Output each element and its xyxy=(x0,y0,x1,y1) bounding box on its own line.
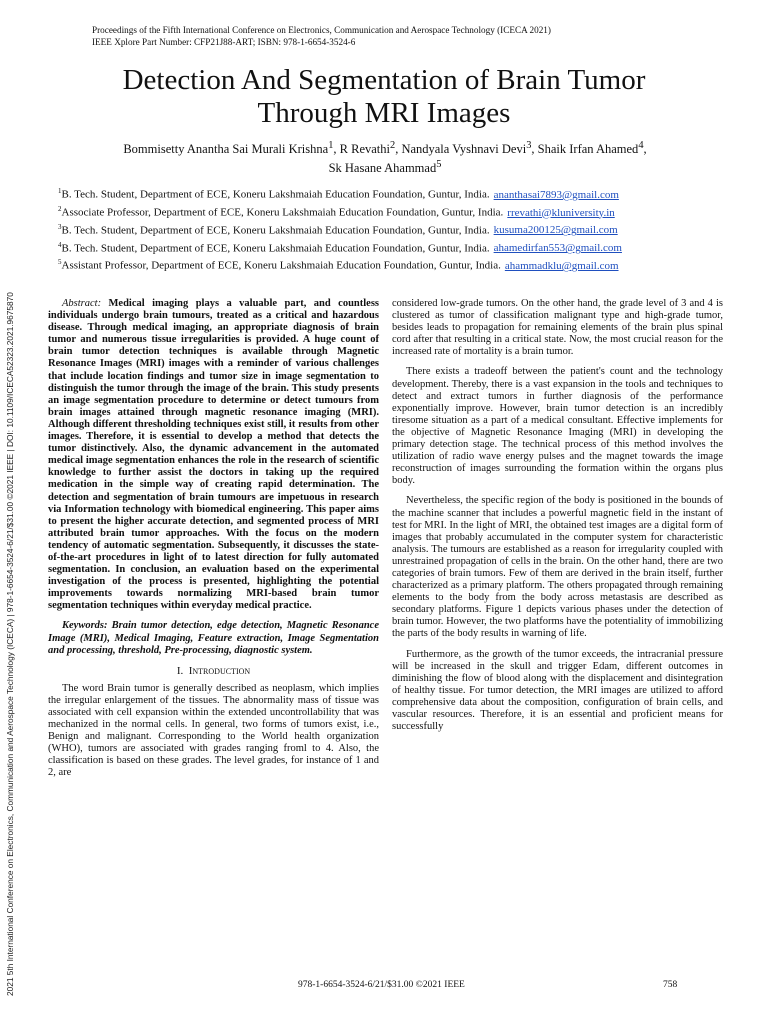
keywords xyxy=(48,620,379,656)
author-sup: 3 xyxy=(526,140,532,151)
email-link[interactable]: rrevathi@kluniversity.in xyxy=(507,206,615,219)
affiliation-item: $^4$B. Tech. Student, Department of ECE, Koneru Lakshmaiah Education Foundation, Guntur, India. ahamedirfan553@gmail.com xyxy=(58,240,622,255)
email-link[interactable]: kusuma200125@gmail.com xyxy=(493,224,618,237)
header-isbn: IEEE Xplore Part Number: CFP21J88-ART; ISBN: 978-1-6654-3524-6 xyxy=(92,37,356,47)
author-sup: 4 xyxy=(638,140,644,151)
header-conference: Proceedings of the Fifth International Conference on Electronics, Communication and Aerospace Technology (ICECA 2021) xyxy=(92,25,551,35)
affiliation-item: $^2$Associate Professor, Department of ECE, Koneru Lakshmaiah Education Foundation, Guntur, India. rrevathi@kluniversity.in xyxy=(58,204,615,219)
proceedings-header xyxy=(92,24,551,48)
author-name: R Revathi xyxy=(339,142,390,157)
affiliation-list xyxy=(58,184,622,273)
left-column xyxy=(48,298,379,788)
author-list: Bommisetty Anantha Sai Murali Krishna$^1$, R Revathi$^2$, Nandyala Vyshnavi Devi$^3$, Shaik Irfan Ahamed$^4$, Sk Hasane Ahammad$^5$ xyxy=(123,140,647,176)
author-name: Nandyala Vyshnavi Devi xyxy=(401,142,527,157)
author-sup: 5 xyxy=(436,159,442,171)
affiliation-item: $^3$B. Tech. Student, Department of ECE, Koneru Lakshmaiah Education Foundation, Guntur, India. kusuma200125@gmail.com xyxy=(58,222,618,237)
affiliation-item: $^1$B. Tech. Student, Department of ECE, Koneru Lakshmaiah Education Foundation, Guntur, India. ananthasai7893@gmail.com xyxy=(58,187,619,201)
abstract-label: Abstract: xyxy=(62,298,102,309)
author-name: Bommisetty Anantha Sai Murali Krishna xyxy=(123,142,329,157)
footer-copyright: 978-1-6654-3524-6/21/$31.00 ©2021 IEEE xyxy=(298,980,465,990)
abstract xyxy=(48,298,379,612)
author-sup: 1 xyxy=(328,140,334,151)
author-name: Shaik Irfan Ahamed xyxy=(537,142,639,157)
title-line-2: Through MRI Images xyxy=(257,97,511,129)
abstract-text: Medical imaging plays a valuable part, and countless individuals undergo brain tumours, treated as a critical and hazardous disease. Through medical imaging, an appropriate diagnosis of brain tumor and numerous tissue irregularities is provided. A huge count of brain tumor detection techniques is available through Magnetic Resonance Images (MRI) images with a reminder of various challenges that include location findings and tumor size in image segmentation to distinguish the tumor through the image of the brain. This study presents an image segmentation procedure to determine or detect tumours from brain images attained through magnetic resonance imaging (MRI). Although different thresholding techniques exist still, it results from other images. Therefore, it is essential to develop a method that detects the tumor distinctively. Also, the dynamic advancement in the automated medical image segmentation enhances the role in the research of scientific knowledge to further assist the doctors in taking up the required medication in the simple way of creating rapid determination. The detection and segmentation of brain tumours are impetuous in research via Information technology with biomedical engineering. This paper aims to present the higher accurate detection, and segmented process of MRI attributed brain tumor approaches. With the focus on the modern tendency of automatic segmentation. Subsequently, it discusses the state-of-the-art procedures in light of to latest direction for fully automated segmentation. In conclusion, an evaluation based on the experimental investigation of the process is presented, highlighting the potential improvements towards normalizing MRI-based brain tumor segmentation techniques within everyday medical practice. xyxy=(48,298,380,612)
paper-title xyxy=(0,64,768,130)
author-name: Sk Hasane Ahammad xyxy=(328,161,437,176)
email-link[interactable]: ahamedirfan553@gmail.com xyxy=(493,242,622,255)
email-link[interactable]: ahammadklu@gmail.com xyxy=(504,260,619,273)
paragraph: considered low-grade tumors. On the other hand, the grade level of 3 and 4 is clustered as tumor of classification malignant type and high-grade tumor, besides leads to propagation for remaining elements of the brain plus spinal cord after that resulting in a critical state. Now, the most crucial reason for the increased rate of mortality is a brain tumor. xyxy=(392,298,723,358)
email-link[interactable]: ananthasai7893@gmail.com xyxy=(493,188,619,201)
right-column xyxy=(392,298,723,741)
doi-sidebar: 2021 5th International Conference on Electronics, Communication and Aerospace Technology (ICECA) | 978-1-6654-3524-6/21/$31.00 ©2021 IEEE | DOI: 10.1109/ICECA52323.2021.9675870 xyxy=(5,292,15,996)
author-sup: 2 xyxy=(389,140,396,151)
affiliation-item: $^5$Assistant Professor, Department of ECE, Koneru Lakshmaiah Education Foundation, Guntur, India. ahammadklu@gmail.com xyxy=(58,258,619,273)
keywords-label: Keywords: xyxy=(62,620,108,632)
section-heading: I. Introduction xyxy=(176,664,251,677)
title-line-1: Detection And Segmentation of Brain Tumor xyxy=(122,64,646,96)
paragraph: Furthermore, as the growth of the tumor exceeds, the intracranial pressure will be increased in the skull and trigger Edam, different outcomes in diminishing the flow of blood along with the displacement and disintegration of healthy tissue. For tumor detection, the MRI images are utilized to afford comprehensive data about the composition, configuration of brain cells, and vascular resources. Therefore, it is an essential and proficient means for successfully xyxy=(392,648,723,733)
page-number: 758 xyxy=(663,980,678,990)
paragraph: There exists a tradeoff between the patient's count and the technology development. Thereby, there is a vast expansion in the tools and techniques to detect and extract tumors in further diagnosis of the performance exponentially improve. However, brain tumor detection is an incredibly tiresome situation as a part of a medical consultant. Effective implements for the objective of Magnetic Resonance Imaging (MRI) in developing the primary detection stage. The technical process of this method involves the utilization of radio wave energy pulses and the magnet towards the image reconstruction of images surrounding the formation within the organs plus body. xyxy=(392,366,723,487)
paragraph: The word Brain tumor is generally described as neoplasm, which implies the irregular enlargement of the tissues. The abnormality mass of tissue was associated with cell expansion within the extended uncontrollability that was mechanized in the normal cells. In general, two forms of tumors exist, i.e., Benign and malignant. Corresponding to the World health organization (WHO), tumors are associated with grades ranging froml to 4. Also, the classification is based on these grades. The level grades, for instance of 1 and 2, are xyxy=(48,682,379,779)
paragraph: Nevertheless, the specific region of the body is positioned in the bounds of the machine scanner that includes a powerful magnetic field in the instant of test for MRI. In the light of MRI, the obtained test images are a digital form of images that probably accumulated in the computer system for characteristic analysis. The tumours are established as a reason for irregularity coupled with unrestrained propagation of cells in the brain. On the other hand, there are two categories of brain tumors. Few of them are derived in the brain itself, further characterized as a primary platform. The others propagated through remaining elements to the body from the body across metastasis are described as secondary platforms. Figure 1 depicts various phases under the detection of brain tumor. However, the two platforms have the potentiality of immobilizing the parts of the body results in warning of life. xyxy=(392,495,723,640)
keywords-text: Brain tumor detection, edge detection, Magnetic Resonance Image (MRI), Medical Imaging, Feature extraction, Image Segmentation and processing, threshold, Pre-processing, diagnostic system. xyxy=(48,620,380,656)
